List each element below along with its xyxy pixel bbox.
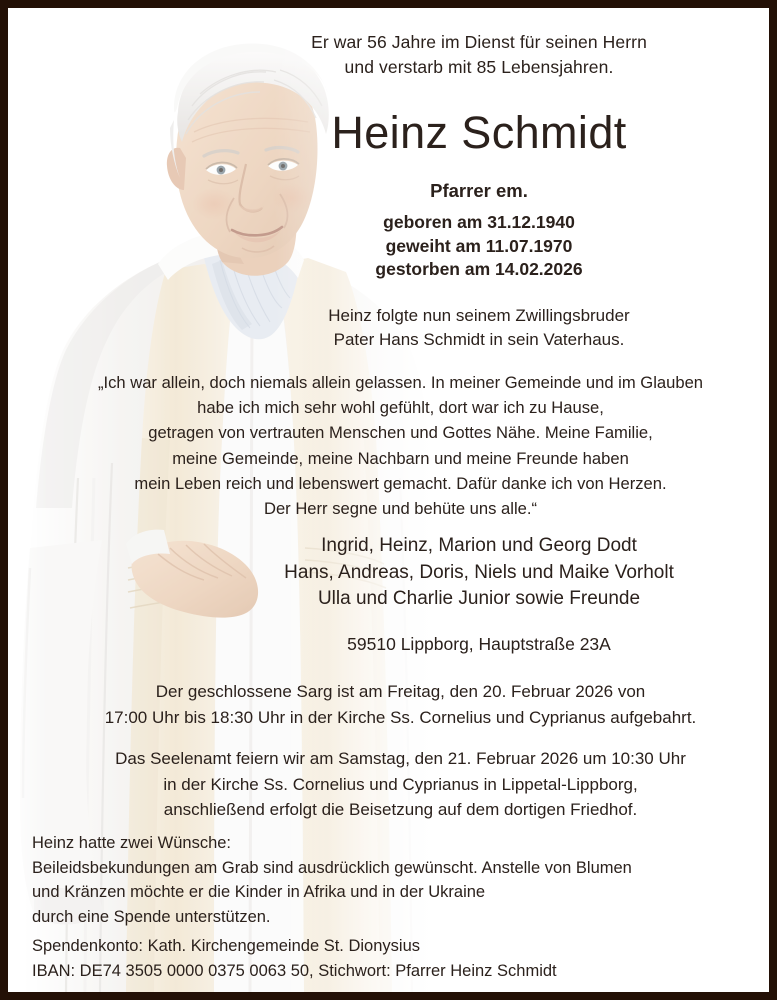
deceased-name: Heinz Schmidt [331, 107, 627, 158]
mourners-line-1: Ingrid, Heinz, Marion und Georg Dodt [321, 535, 637, 556]
mourners-line-3: Ulla und Charlie Junior sowie Freunde [317, 588, 641, 609]
mass-line-1: Das Seelenamt feiern wir am Samstag, den 21. Februar 2026 um 10:30 Uhr [115, 749, 686, 768]
mass-line-3: anschließend erfolgt die Beisetzung auf dem dortigen Friedhof. [163, 800, 638, 819]
mourners-line-2: Hans, Andreas, Doris, Niels und Maike Vorholt [284, 561, 674, 583]
family-address: 59510 Lippborg, Hauptstraße 23A [347, 634, 611, 654]
wishes-line-4: durch eine Spende unterstützen. [32, 907, 271, 926]
mourners-list [189, 533, 769, 613]
brother-note-line-2: Pater Hans Schmidt in sein Vaterhaus. [333, 329, 625, 349]
memorial-quote [32, 370, 769, 521]
death-date-line: gestorben am 14.02.2026 [375, 259, 583, 279]
obituary-canvas [8, 8, 769, 992]
deceased-role: Pfarrer em. [430, 180, 528, 201]
intro-line-2: und verstarb mit 85 Lebensjahren. [344, 57, 614, 77]
brother-note-line-1: Heinz folgte nun seinem Zwillingsbruder [328, 306, 630, 325]
ordination-date-line: geweiht am 11.07.1970 [385, 235, 573, 256]
born-date-line: geboren am 31.12.1940 [383, 212, 575, 232]
funeral-mass-details [32, 746, 769, 823]
quote-line-1: „Ich war allein, doch niemals allein gelassen. In meiner Gemeinde und im Glauben [97, 373, 704, 392]
quote-line-3: getragen von vertrauten Menschen und Gottes Nähe. Meine Familie, [148, 423, 653, 443]
quote-line-4: meine Gemeinde, meine Nachbarn und meine Freunde haben [172, 448, 629, 468]
intro-text [189, 30, 769, 80]
mass-line-2: in der Kirche Ss. Cornelius und Cyprianus in Lippetal-Lippborg, [163, 774, 638, 794]
quote-line-6: Der Herr segne und behüte uns alle.“ [263, 499, 538, 519]
quote-line-5: mein Leben reich und lebenswert gemacht. Dafür danke ich von Herzen. [134, 473, 667, 493]
quote-line-2: habe ich mich sehr wohl gefühlt, dort war ich zu Hause, [197, 398, 604, 418]
wishes-line-3: und Kränzen möchte er die Kinder in Afrika und in der Ukraine [32, 883, 486, 901]
wishes-line-1: Heinz hatte zwei Wünsche: [32, 834, 232, 852]
obituary-text-layer [8, 8, 769, 992]
viewing-line-1: Der geschlossene Sarg ist am Freitag, den 20. Februar 2026 von [155, 682, 646, 701]
wishes-line-2: Beileidsbekundungen am Grab sind ausdrücklich gewünscht. Anstelle von Blumen [32, 858, 632, 877]
donation-account-line: Spendenkonto: Kath. Kirchengemeinde St. Dionysius [32, 937, 420, 955]
life-dates [189, 211, 769, 282]
intro-line-1: Er war 56 Jahre im Dienst für seinen Herrn [311, 32, 647, 52]
donation-iban-line: IBAN: DE74 3505 0000 0375 0063 50, Stichwort: Pfarrer Heinz Schmidt [32, 962, 557, 980]
final-wishes [32, 831, 752, 929]
viewing-details [32, 679, 769, 731]
donation-details [32, 934, 752, 984]
brother-note [189, 304, 769, 351]
viewing-line-2: 17:00 Uhr bis 18:30 Uhr in der Kirche Ss. Cornelius und Cyprianus aufgebahrt. [104, 708, 697, 727]
